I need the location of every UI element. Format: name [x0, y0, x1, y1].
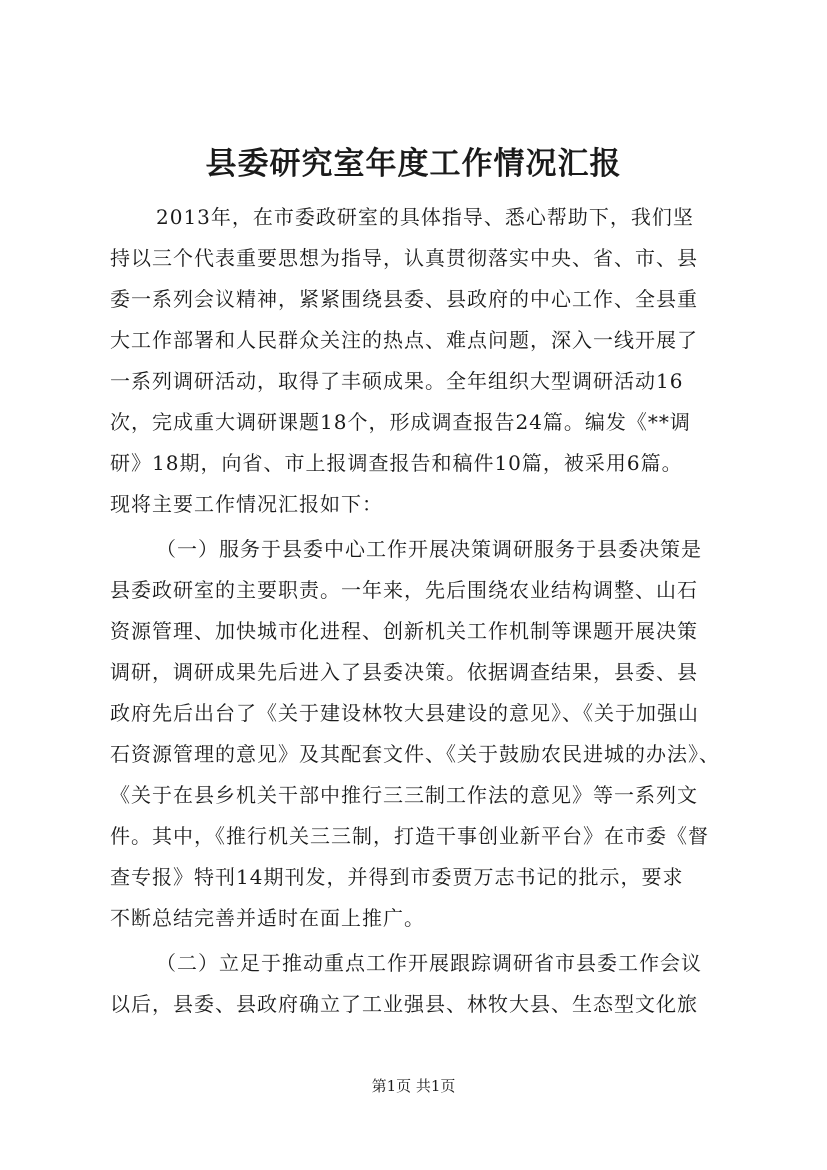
paragraph-line: （一）服务于县委中心工作开展决策调研服务于县委决策是 [156, 537, 702, 561]
paragraph-line: 委一系列会议精神，紧紧围绕县委、县政府的中心工作、全县重 [110, 287, 698, 311]
paragraph-line: 研》18期，向省、市上报调查报告和稿件10篇，被采用6篇。 [110, 451, 683, 475]
paragraph-line: 大工作部署和人民群众关注的热点、难点问题，深入一线开展了 [110, 328, 698, 352]
paragraph-line: 现将主要工作情况汇报如下： [110, 492, 383, 516]
paragraph-line: 县委政研室的主要职责。一年来，先后围绕农业结构调整、山石 [110, 578, 698, 602]
paragraph-line: 2013年，在市委政研室的具体指导、悉心帮助下，我们坚 [156, 205, 694, 229]
paragraph-line: （二）立足于推动重点工作开展跟踪调研省市县委工作会议 [156, 951, 702, 975]
paragraph-line: 查专报》特刊14期刊发，并得到市委贾万志书记的批示，要求 [110, 865, 684, 889]
paragraph-line: 资源管理、加快城市化进程、创新机关工作机制等课题开展决策 [110, 619, 698, 643]
page-footer: 第1页 共1页 [371, 1077, 456, 1095]
paragraph-line: 次，完成重大调研课题18个，形成调查报告24篇。编发《**调 [110, 410, 691, 434]
paragraph-line: 持以三个代表重要思想为指导，认真贯彻落实中央、省、市、县 [110, 246, 698, 270]
paragraph-line: 调研，调研成果先后进入了县委决策。依据调查结果，县委、县 [110, 660, 698, 684]
paragraph-line: 《关于在县乡机关干部中推行三三制工作法的意见》等一系列文 [110, 783, 698, 807]
document-title: 县委研究室年度工作情况汇报 [205, 146, 622, 182]
paragraph-line: 以后，县委、县政府确立了工业强县、林牧大县、生态型文化旅 [110, 992, 698, 1016]
paragraph-line: 件。其中，《推行机关三三制，打造干事创业新平台》在市委《督 [110, 824, 709, 848]
paragraph-line: 政府先后出台了《关于建设林牧大县建设的意见》、《关于加强山 [110, 701, 699, 725]
paragraph-line: 一系列调研活动，取得了丰硕成果。全年组织大型调研活动16 [110, 369, 684, 393]
paragraph-line: 石资源管理的意见》及其配套文件、《关于鼓励农民进城的办法》、 [110, 742, 720, 766]
paragraph-line: 不断总结完善并适时在面上推广。 [110, 906, 425, 930]
